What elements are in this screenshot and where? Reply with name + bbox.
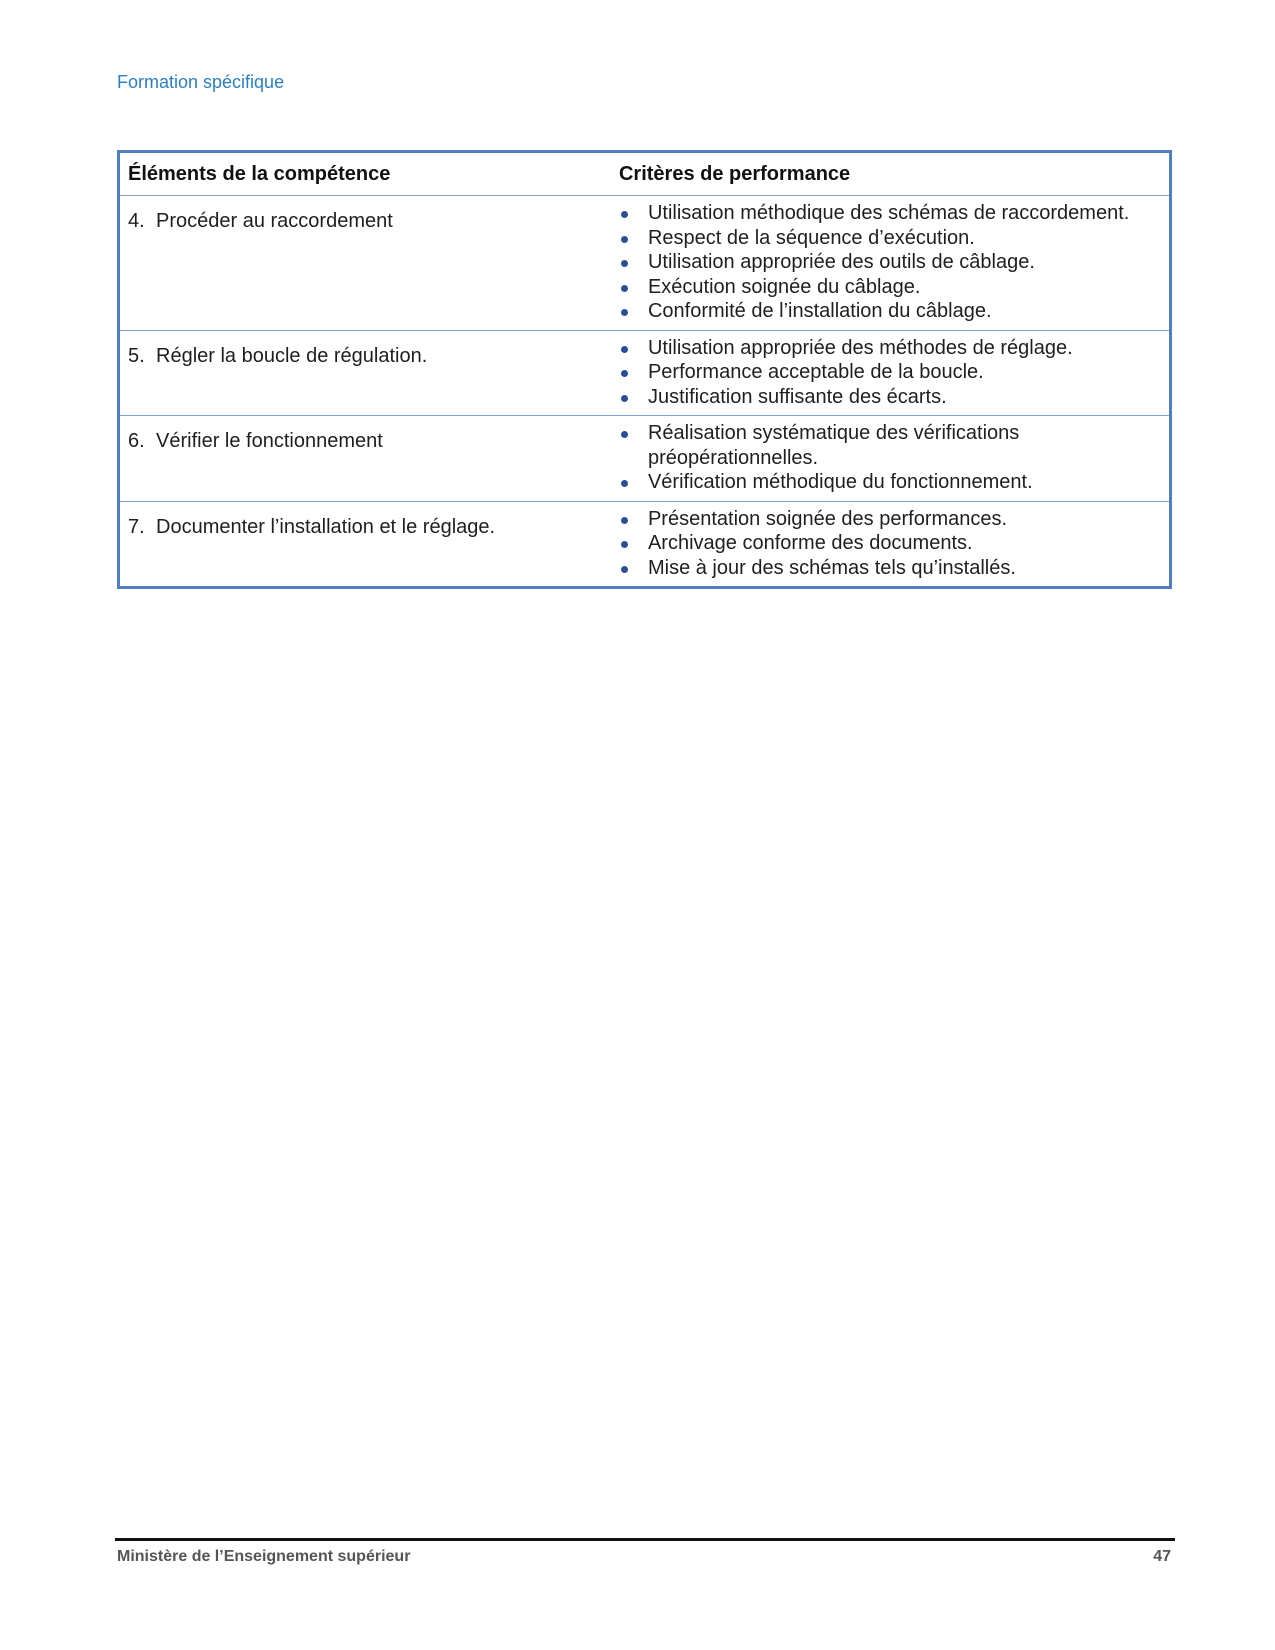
criteria-text: Présentation soignée des performances.: [647, 507, 1008, 530]
criteria-item: [619, 556, 1161, 581]
criteria-item: [619, 275, 1161, 300]
criteria-list: [619, 421, 1161, 495]
competence-element: [119, 501, 609, 588]
criteria-item: [619, 299, 1161, 324]
criteria-text: Conformité de l’installation du câblage.: [647, 300, 992, 322]
table-header-row: [119, 152, 1171, 196]
table-body: [119, 196, 1171, 588]
bullet-icon: [621, 309, 628, 316]
criteria-text: Performance acceptable de la boucle.: [647, 361, 984, 383]
criteria-text: Exécution soignée du câblage.: [647, 275, 921, 298]
criteria-item: [619, 360, 1161, 385]
performance-criteria: [609, 330, 1171, 416]
criteria-text: Vérification méthodique du fonctionnement.: [647, 471, 1033, 493]
element-number: 4.: [128, 210, 145, 232]
bullet-icon: [621, 480, 628, 487]
bullet-icon: [621, 431, 628, 438]
table-row: [119, 330, 1171, 416]
footer-divider: [115, 1538, 1175, 1541]
performance-criteria: [609, 501, 1171, 588]
element-text: Vérifier le fonctionnement: [156, 430, 383, 452]
bullet-icon: [621, 236, 628, 243]
element-text: Procéder au raccordement: [156, 210, 393, 232]
criteria-text: Utilisation appropriée des méthodes de réglage.: [647, 336, 1073, 359]
bullet-icon: [621, 260, 628, 267]
element-number: 7.: [128, 515, 145, 538]
competence-element: [119, 416, 609, 502]
competence-table: [117, 150, 1172, 589]
table-row: [119, 501, 1171, 588]
column-header-criteria: Critères de performance: [609, 152, 1171, 196]
criteria-text: Mise à jour des schémas tels qu’installés.: [647, 556, 1016, 579]
criteria-item: [619, 507, 1161, 532]
table-row: [119, 416, 1171, 502]
criteria-item: [619, 336, 1161, 361]
criteria-item: [619, 421, 1161, 470]
criteria-text: Réalisation systématique des vérifications préopérationnelles.: [647, 422, 1020, 469]
criteria-item: [619, 385, 1161, 410]
criteria-item: [619, 250, 1161, 275]
bullet-icon: [621, 285, 628, 292]
criteria-list: [619, 201, 1161, 324]
criteria-item: [619, 226, 1161, 251]
bullet-icon: [621, 541, 628, 548]
criteria-list: [619, 336, 1161, 410]
element-number: 5.: [128, 344, 145, 367]
criteria-list: [619, 507, 1161, 581]
criteria-text: Justification suffisante des écarts.: [647, 385, 947, 408]
element-number: 6.: [128, 430, 145, 452]
competence-element: [119, 330, 609, 416]
bullet-icon: [621, 346, 628, 353]
criteria-text: Archivage conforme des documents.: [647, 532, 973, 554]
performance-criteria: [609, 416, 1171, 502]
criteria-text: Utilisation méthodique des schémas de raccordement.: [647, 202, 1130, 224]
page-number: 47: [1153, 1548, 1171, 1565]
footer-ministry: Ministère de l’Enseignement supérieur: [117, 1548, 411, 1565]
criteria-item: [619, 470, 1161, 495]
bullet-icon: [621, 517, 628, 524]
running-header: Formation spécifique: [117, 72, 285, 92]
element-text: Documenter l’installation et le réglage.: [156, 515, 496, 538]
criteria-text: Respect de la séquence d’exécution.: [647, 226, 975, 249]
bullet-icon: [621, 395, 628, 402]
performance-criteria: [609, 196, 1171, 331]
criteria-item: [619, 201, 1161, 226]
bullet-icon: [621, 211, 628, 218]
bullet-icon: [621, 370, 628, 377]
competence-element: [119, 196, 609, 331]
criteria-text: Utilisation appropriée des outils de câblage.: [647, 251, 1035, 273]
table-row: [119, 196, 1171, 331]
column-header-elements: Éléments de la compétence: [119, 152, 609, 196]
criteria-item: [619, 531, 1161, 556]
bullet-icon: [621, 566, 628, 573]
element-text: Régler la boucle de régulation.: [156, 344, 428, 367]
